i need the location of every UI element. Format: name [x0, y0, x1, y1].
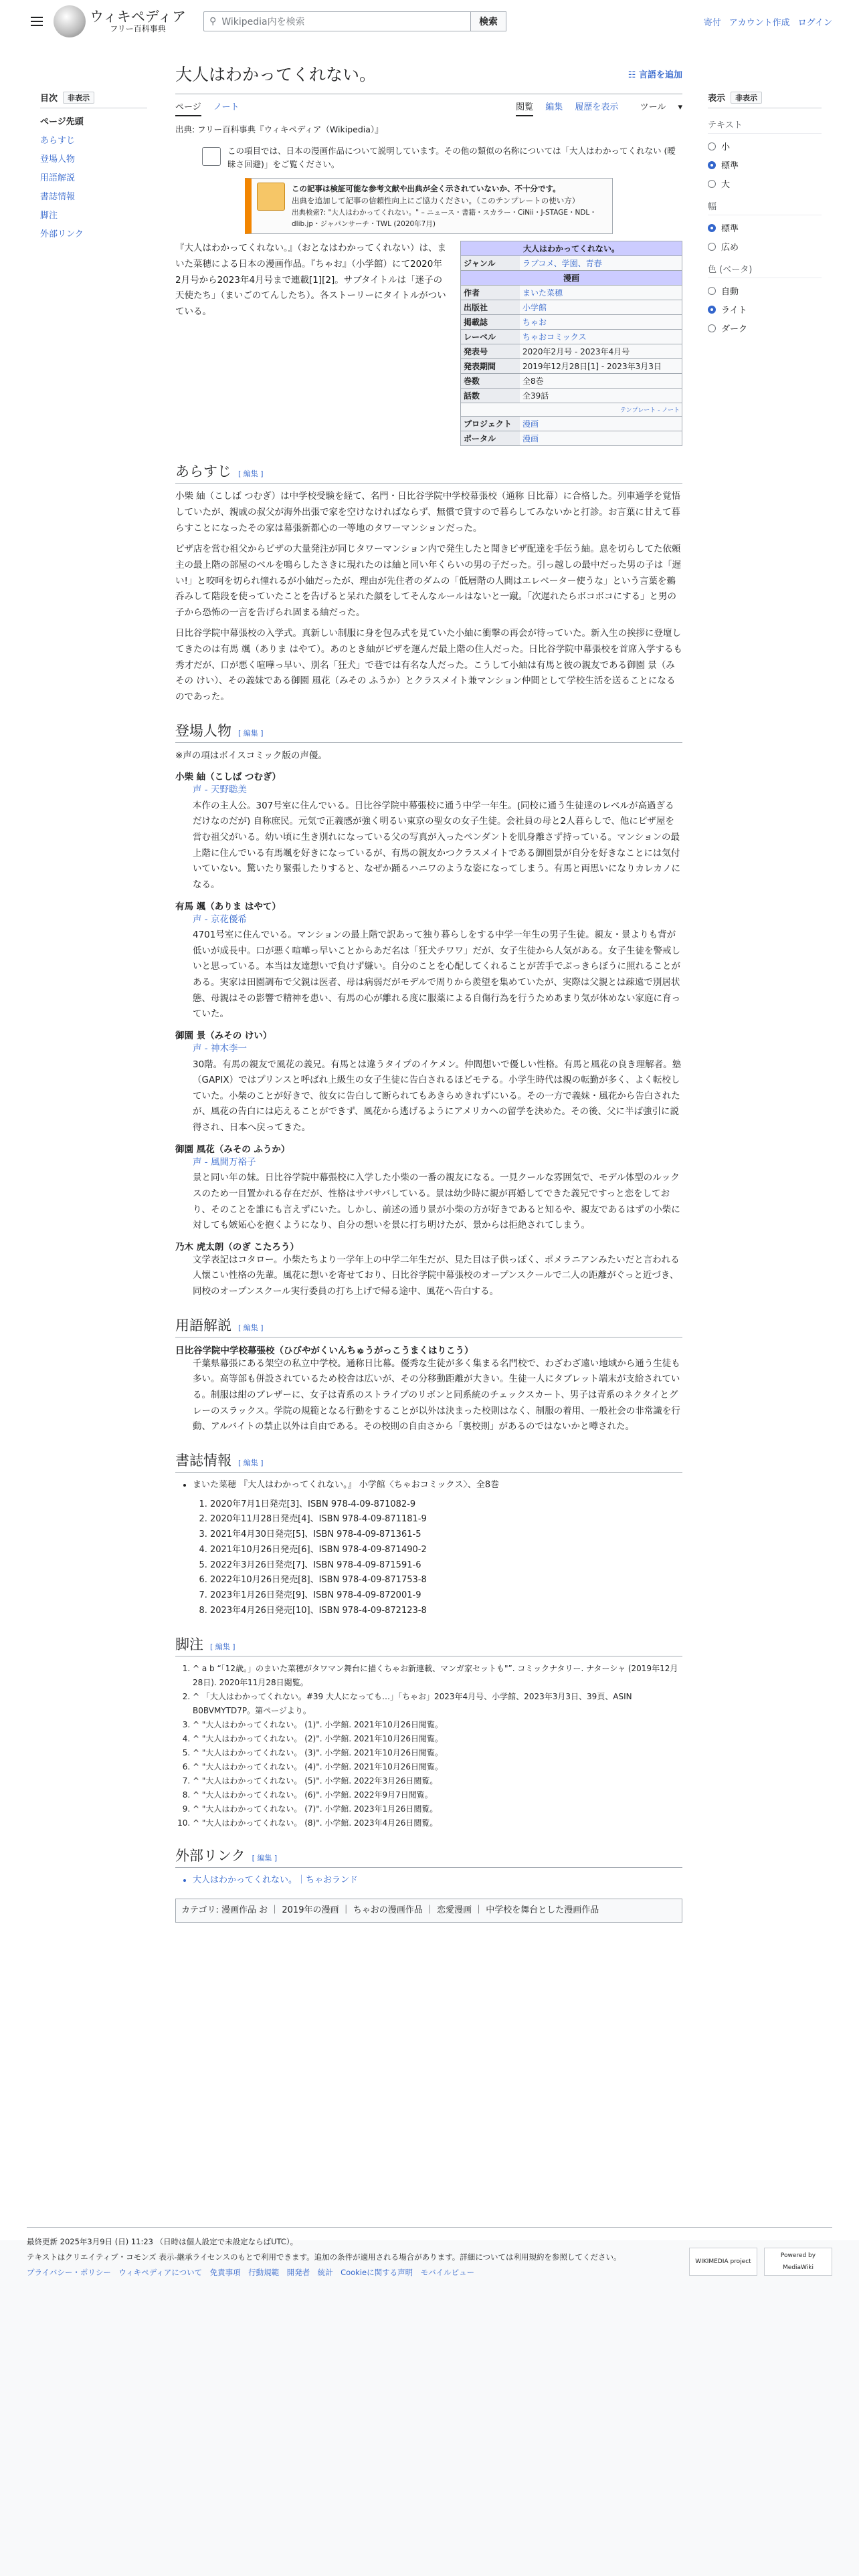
list-item: [193, 1478, 682, 1619]
toc-item-synopsis[interactable]: あらすじ: [40, 136, 76, 146]
bibliography-list: [175, 1478, 682, 1619]
infobox-row: [461, 431, 682, 446]
heading-text: 外部リンク: [175, 1847, 246, 1864]
lead-section: [175, 241, 682, 446]
text-size-standard[interactable]: [708, 158, 822, 171]
search-form: [203, 11, 506, 31]
list-item[interactable]: 2. 2020年11月28日発売[4]、ISBN 978-4-09-871181-9: [210, 1512, 682, 1527]
character-name: 御園 景（みその けい）: [175, 1030, 272, 1041]
title-text: 大人はわかってくれない。: [175, 65, 377, 84]
page-tabs: [175, 94, 682, 112]
edit-section-link[interactable]: [ 編集 ]: [238, 469, 264, 479]
category-box[interactable]: カテゴリ: 漫画作品 お ｜ 2019年の漫画 ｜ ちゃおの漫画作品 ｜ 恋愛漫画 ｜ 中学校を舞台とした漫画作品: [175, 1899, 682, 1923]
color-auto[interactable]: [708, 284, 822, 297]
header: [27, 0, 832, 43]
infobox-row: [461, 286, 682, 300]
option-label: 標準: [721, 161, 739, 171]
character-list: [175, 769, 682, 1300]
article: [175, 62, 682, 1923]
color-light[interactable]: [708, 303, 822, 316]
glossary-desc: 千葉県幕張にある架空の私立中学校。通称日比幕。優秀な生徒が多く集まる名門校で、わざわざ遠い地域から通う生徒も多い。高等部も併設されているため校舎は広いが、その分移動距離が大きい。生徒一人にタブレット端末が支給されている。制服は紺のブレザーに、女子は青系のストライプのリボンと同系統のチェックスカート、男子は青系のネクタイとグレーのスラックス。学院の規範となる行動をすることが以外は決まった校則はなく、制服の着用、一般社会の非常識を行動、アルバイトの禁止以外は自由である。その校則の自由さから「裏校則」があるのではないかと噂された。: [193, 1358, 680, 1432]
ambox-title: この記事は検証可能な参考文献や出典が全く示されていないか、不十分です。: [292, 184, 561, 193]
reference-item[interactable]: 1. ^ a b “「12歳。」のまいた菜穂がタワマン舞台に描くちゃお新連載、マンガ家セットも"”. コミックナタリー. ナターシャ (2019年12月28日). 2020年11月28日閲覧。: [193, 1662, 682, 1690]
radio-selected-icon: [708, 306, 716, 314]
hatnote: [202, 144, 682, 171]
radio-icon: [708, 287, 716, 295]
appearance-panel: [708, 91, 822, 334]
radio-selected-icon: [708, 161, 716, 169]
option-label: 広め: [721, 243, 739, 253]
list-item[interactable]: 3. 2021年4月30日発売[5]、ISBN 978-4-09-871361-5: [210, 1527, 682, 1543]
character-voice[interactable]: 声 - 神木李一: [193, 1043, 247, 1054]
tab-page[interactable]: ページ: [175, 102, 201, 116]
menu-icon[interactable]: [27, 11, 47, 31]
heading-text: 登場人物: [175, 722, 231, 739]
footer: [27, 2227, 832, 2280]
heading-text: 脚注: [175, 1636, 203, 1652]
character-name: 御園 風花（みその ふうか）: [175, 1144, 290, 1155]
infobox-value[interactable]: ちゃお: [520, 315, 682, 330]
list-item[interactable]: 5. 2022年3月26日発売[7]、ISBN 978-4-09-871591-6: [210, 1558, 682, 1574]
toc-item-characters[interactable]: 登場人物: [40, 154, 76, 165]
synopsis-paragraph: ピザ店を営む祖父からピザの大量発注が同じタワーマンション内で発生したと聞きピザ配達を手伝う紬。息を切らしてた依頼主の最上階の部屋のベルを鳴らしたさきに現れたのは紬と同い年くらいの男の子だった。引っ越しの最中だった男の子は「遅い!」と咬呵を切られ憧れるが小紬だったが、理由が先住者のダムの「低層階の人間はエレベーター使うな」という言葉を鵜呑みして階段を使っていたことを告げると呆れた顔をしてそんなルールはないと一蹴。「次遅れたらボコボコにする」と男の子から恐怖の一言を告げられ固まる紬だった。: [175, 544, 681, 618]
section-heading-notes: [175, 1634, 682, 1656]
infobox-key: プロジェクト: [461, 417, 520, 431]
ambox-notice: [245, 178, 613, 234]
create-account-link[interactable]: アカウント作成: [729, 17, 790, 28]
edit-section-link[interactable]: [ 編集 ]: [238, 728, 264, 738]
footer-links[interactable]: プライバシー・ポリシー ウィキペディアについて 免責事項 行動規範 開発者 統計 Cookieに関する声明 モバイルビュー: [27, 2268, 475, 2277]
infobox-row: [461, 359, 682, 374]
infobox-key: 出版社: [461, 300, 520, 315]
appearance-hide-button[interactable]: 非表示: [731, 92, 762, 104]
infobox-row: [461, 417, 682, 431]
character-desc: 4701号室に住んでいる。マンションの最上階で訳あって独り暮らしをする中学一年生の男子生徒。親友・景よりも背が低いが成長中。口が悪く喧嘩っ早いことからあだ名は「狂犬チワワ」だが、女子生徒から人気がある。女子生徒を警戒しいと思っている。本当は友達想いで負けず嫌い。自分のことを心配してくれることが苦手でぶっきらぼうに照れることがある。実家は田園調布で父親は医者、母は病弱だがモデルで周りから羨望を集めていたが、実際は父親とは疎遠で別居状態、母親はその影響で精神を患い、有馬の心が離れる度に服薬による自傷行為を行うためあまり気が休めない家庭に育っていた。: [193, 930, 680, 1020]
text-size-label: テキスト: [708, 118, 822, 134]
character-desc: 本作の主人公。307号室に住んでいる。日比谷学院中幕張校に通う中学一年生。(同校に通う生徒達のレベルが高過ぎるだけなのだが) 自称庶民。元気で正義感が強く明るい東京の聖女の女子生徒。会社員の母と2人暮らしで、他にピザ屋を営む祖父がいる。幼い頃に生き別れになっている父の写真が入ったペンダントを肌身離さず持っている。マンションの最上階に住んでいる有馬颯を好きになっているが、有馬の親友かつクラスメイトである御園景が自分を好きなことには気付いていない。驚いたり緊張したりすると、なぜか踊るハニワのような姿になってしまう。有馬と両思いになりカレカノになる。: [193, 800, 680, 890]
infobox-row: [461, 300, 682, 315]
character-voice[interactable]: 声 - 天野聡美: [193, 784, 247, 796]
list-item[interactable]: 6. 2022年10月26日発売[8]、ISBN 978-4-09-871753-8: [210, 1573, 682, 1588]
tools-label: ツール: [640, 102, 666, 112]
radio-icon: [708, 324, 716, 332]
voice-note: ※声の項はボイスコミック版の声優。: [175, 750, 327, 761]
infobox-key: 発表号: [461, 344, 520, 359]
mediawiki-badge[interactable]: Powered by MediaWiki: [764, 2248, 832, 2276]
infobox-value: 2019年12月28日[1] - 2023年3月3日: [520, 359, 682, 374]
character-name: 乃木 虎太朗（のぎ こたろう）: [175, 1241, 299, 1253]
infobox-key: 発表期間: [461, 359, 520, 374]
appearance-title: 表示: [708, 94, 726, 104]
infobox-key: 巻数: [461, 374, 520, 389]
site-sub: 出典: フリー百科事典『ウィキペディア（Wikipedia）』: [175, 124, 383, 134]
ambox-body: 出典を追加して記事の信頼性向上にご協力ください。（このテンプレートの使い方）: [292, 196, 580, 206]
infobox-row: [461, 330, 682, 344]
external-link[interactable]: • 大人はわかってくれない。｜ちゃおランド: [193, 1873, 682, 1889]
character-voice[interactable]: 声 - 風間万裕子: [193, 1156, 256, 1168]
toc-item-bibliography[interactable]: 書誌情報: [40, 192, 76, 202]
external-links: [175, 1873, 682, 1889]
site-logo[interactable]: [54, 5, 186, 37]
infobox-value[interactable]: まいた菜穂: [520, 286, 682, 300]
tagline: フリー百科事典: [110, 23, 166, 33]
toc-item-top[interactable]: ページ先頭: [40, 117, 84, 127]
option-label: ライト: [721, 306, 747, 316]
infobox-row: [461, 389, 682, 403]
tab-edit[interactable]: 編集: [545, 102, 563, 112]
wikimedia-badge[interactable]: WIKIMEDIA project: [689, 2248, 757, 2276]
infobox-title: 大人はわかってくれない。: [461, 241, 682, 255]
volume-list: [193, 1497, 682, 1619]
infobox-value[interactable]: 漫画: [520, 431, 682, 446]
character-desc: 景と同い年の妹。日比谷学院中幕張校に入学した小柴の一番の親友になる。一見クールな雰囲気で、モデル体型のルックスのため一目置かれる存在だが、性格はサバサバしている。景は幼少時に親が再婚してできた義兄ですっと恋をしており、そのことを誰にも言えずにいた。しかし、前述の通り景が小柴の方が好きであると知るや、親友であるはずの小柴に対しても嫉妬心を抱くようになり、自分の想いを景に打ち明けたが、景からは拒絶されてしまう。: [193, 1172, 680, 1231]
donate-link[interactable]: 寄付: [703, 17, 721, 28]
color-label: 色 (ベータ): [708, 262, 822, 278]
reference-list: [175, 1662, 682, 1830]
series-entry: まいた菜穂 『大人はわかってくれない。』 小学館〈ちゃおコミックス〉、全8巻: [193, 1479, 500, 1490]
radio-icon: [708, 142, 716, 150]
infobox-key: 掲載誌: [461, 315, 520, 330]
reference-item[interactable]: 2. ^ 「大人はわかってくれない。#39 大人になっても…」「ちゃお」2023年4月号、小学館、2023年3月3日、39頁、ASIN B0BVMYTD7P。第ページより。: [193, 1690, 682, 1718]
edit-section-link[interactable]: [ 編集 ]: [238, 1458, 264, 1467]
last-modified: 最終更新 2025年3月9日 (日) 11:23 （日時は個人設定で未設定ならばUTC）。: [27, 2237, 298, 2246]
infobox-key: レーベル: [461, 330, 520, 344]
reference-item[interactable]: 10. ^ "大人はわかってくれない。 (8)". 小学館. 2023年4月26日閲覧。: [193, 1816, 682, 1830]
tab-history[interactable]: 履歴を表示: [575, 102, 619, 112]
infobox-row: [461, 374, 682, 389]
character-voice[interactable]: 声 - 京花優希: [193, 914, 247, 925]
infobox-key: 作者: [461, 286, 520, 300]
toc-item-glossary[interactable]: 用語解説: [40, 173, 76, 183]
glossary-term: 日比谷学院中学校幕張校（ひびやがくいんちゅうがっこうまくはりこう）: [175, 1345, 474, 1356]
infobox: [460, 241, 682, 446]
option-label: 標準: [721, 224, 739, 234]
text-size-large[interactable]: [708, 177, 822, 190]
infobox-key: 話数: [461, 389, 520, 403]
search-placeholder: Wikipedia内を検索: [221, 17, 305, 27]
reference-item[interactable]: 4. ^ "大人はわかってくれない。 (2)". 小学館. 2021年10月26日閲覧。: [193, 1732, 682, 1746]
reference-item[interactable]: 3. ^ "大人はわかってくれない。 (1)". 小学館. 2021年10月26日閲覧。: [193, 1718, 682, 1732]
reference-item[interactable]: 5. ^ "大人はわかってくれない。 (3)". 小学館. 2021年10月26日閲覧。: [193, 1746, 682, 1760]
heading-text: 用語解説: [175, 1317, 231, 1333]
infobox-row: [461, 256, 682, 271]
ambox-search[interactable]: 出典検索?: "大人はわかってくれない。" – ニュース・書籍・スカラー・CiNii・J-STAGE・NDL・dlib.jp・ジャパンサーチ・TWL (2020年7月): [292, 208, 597, 228]
synopsis-paragraph: 小柴 紬（こしば つむぎ）は中学校受験を経て、名門・日比谷学院中学校幕張校（通称 日比幕）に合格した。列車通学を覚悟していたが、親戚の叔父が海外出張で家を空けなければならず、無償で貸すので暮らしてみないかと打診。お言葉に甘えて暮らすことになったその家は幕張新都心の一等地のタワーマンションだった。: [175, 491, 681, 534]
infobox-key: ジャンル: [461, 256, 520, 271]
character-desc: 文学表記はコタロー。小柴たちより一学年上の中学二年生だが、見た目は子供っぽく、ポメラニアンみたいだと言われる人懐こい性格の先輩。風花に想いを寄せており、日比谷学院中幕張校のオープンスクールで二人の距離がぐっと近づき、同校のオープンスクール実行委員の打ち上げで帰る途中、風花へ告白する。: [193, 1254, 680, 1297]
option-label: 大: [721, 180, 731, 190]
character-name: 小柴 紬（こしば つむぎ）: [175, 772, 281, 783]
infobox-value: 全39話: [520, 389, 682, 403]
synopsis-paragraph: 日比谷学院中幕張校の入学式。真新しい制服に身を包み式を見ていた小紬に衝撃の再会が待っていた。新入生の挨拶に登壇してきたのは有馬 颯（ありま はやて）。あのとき紬がピザを運んだ最上階の住人だった。日比谷学院中幕張校を首席入学するも秀才だが、口が悪く喧嘩っ早い、別名「狂犬」で巷では有名な人だった。こうして小紬は有馬と彼の親友である御園 景（みその けい）、その義妹である御園 風花（みその ふうか）とクラスメイト兼マンション仲間として学校生活を送ることになるのであった。: [175, 628, 682, 702]
infobox-value: 2020年2月号 - 2023年4月号: [520, 344, 682, 359]
infobox-section: 漫画: [461, 271, 682, 286]
book-icon: [257, 183, 285, 211]
edit-section-link[interactable]: [ 編集 ]: [238, 1323, 264, 1332]
section-heading-synopsis: [175, 461, 682, 484]
add-languages-label: 言語を追加: [638, 70, 682, 80]
license-text: テキストはクリエイティブ・コモンズ 表示-継承ライセンスのもとで利用できます。追加の条件が適用される場合があります。詳細については利用規約を参照してください。: [27, 2252, 622, 2262]
list-item[interactable]: 8. 2023年4月26日発売[10]、ISBN 978-4-09-872123-8: [210, 1604, 682, 1619]
footer-badges: [689, 2248, 832, 2276]
section-heading-external: [175, 1845, 682, 1868]
list-item[interactable]: 7. 2023年1月26日発売[9]、ISBN 978-4-09-872001-9: [210, 1588, 682, 1604]
edit-section-link[interactable]: [ 編集 ]: [210, 1642, 235, 1651]
radio-icon: [708, 180, 716, 188]
heading-text: 書誌情報: [175, 1452, 231, 1469]
infobox-row: [461, 344, 682, 359]
character-name: 有馬 颯（ありま はやて）: [175, 901, 281, 912]
lead-paragraph: 『大人はわかってくれない。』（おとなはわかってくれない）は、まいた菜穂による日本の漫画作品。『ちゃお』（小学館）にて2020年2月号から2023年4月号まで連載[1][2]。サブタイトルは「迷子の天使たち」（まいごのてんしたち）。各ストーリーにタイトルがついている。: [175, 243, 446, 317]
toc-item-external[interactable]: 外部リンク: [40, 229, 84, 239]
character-desc: 30階。有馬の親友で風花の義兄。有馬とは違うタイプのイケメン。仲間想いで優しい性格。有馬と風花の良き理解者。塾（GAPIX）ではプリンスと呼ばれ上級生の女子生徒に告白されるほどモテる。小学生時代は親の転勤が多く、よく転校していた。小柴のことが好きで、彼女に告白して断られてもあきらめきれずにいる。その一方で義妹・風花から告白されたが、風花の告白には応えることができず、風花から逃げるようにアメリカへの留学を決めた。その後、父に半ば強引に説得され、日本へ戻ってきた。: [193, 1059, 682, 1133]
color-dark[interactable]: [708, 322, 822, 334]
search-icon: ⚲: [209, 16, 217, 27]
width-label: 幅: [708, 199, 822, 215]
tab-read[interactable]: 閲覧: [516, 102, 533, 116]
reference-item[interactable]: 6. ^ "大人はわかってくれない。 (4)". 小学館. 2021年10月26日閲覧。: [193, 1760, 682, 1774]
section-heading-bibliography: [175, 1450, 682, 1473]
wordmark: ウィキペディア: [90, 8, 187, 25]
tab-talk[interactable]: ノート: [213, 102, 240, 112]
edit-section-link[interactable]: [ 編集 ]: [252, 1853, 278, 1862]
chevron-down-icon: ▾: [678, 102, 682, 112]
table-of-contents: [40, 91, 147, 239]
infobox-template-links[interactable]: テンプレート - ノート: [461, 403, 682, 416]
hatnote-text: この項目では、日本の漫画作品について説明しています。その他の類似の名称については「大人はわかってくれない (曖昧さ回避)」をご覧ください。: [227, 146, 676, 169]
width-wide[interactable]: [708, 240, 822, 253]
infobox-value[interactable]: ちゃおコミックス: [520, 330, 682, 344]
list-item[interactable]: 1. 2020年7月1日発売[3]、ISBN 978-4-09-871082-9: [210, 1497, 682, 1513]
add-languages-button[interactable]: ☷ 言語を追加: [628, 70, 682, 80]
infobox-value[interactable]: ラブコメ、学園、青春: [520, 256, 682, 271]
reference-item[interactable]: 9. ^ "大人はわかってくれない。 (7)". 小学館. 2023年1月26日閲覧。: [193, 1802, 682, 1816]
page-title: [175, 62, 682, 90]
search-button[interactable]: 検索: [471, 11, 506, 31]
list-item[interactable]: 4. 2021年10月26日発売[6]、ISBN 978-4-09-871490-2: [210, 1543, 682, 1558]
heading-text: あらすじ: [175, 463, 231, 480]
personal-links: [704, 15, 832, 28]
reference-item[interactable]: 7. ^ "大人はわかってくれない。 (5)". 小学館. 2022年3月26日閲覧。: [193, 1774, 682, 1788]
section-heading-glossary: [175, 1315, 682, 1337]
search-input[interactable]: [203, 11, 471, 31]
radio-selected-icon: [708, 224, 716, 232]
toc-item-notes[interactable]: 脚注: [40, 211, 58, 221]
option-label: 自動: [721, 287, 739, 297]
infobox-row: [461, 315, 682, 330]
radio-icon: [708, 243, 716, 251]
toc-title: 目次: [40, 94, 58, 104]
infobox-value: 全8巻: [520, 374, 682, 389]
globe-icon: [54, 5, 86, 37]
option-label: 小: [721, 142, 731, 152]
tools-menu[interactable]: [631, 102, 682, 112]
option-label: ダーク: [721, 324, 748, 334]
disambiguation-icon: [202, 147, 221, 166]
infobox-key: ポータル: [461, 431, 520, 446]
login-link[interactable]: ログイン: [797, 17, 832, 28]
reference-item[interactable]: 8. ^ "大人はわかってくれない。 (6)". 小学館. 2022年9月7日閲覧。: [193, 1788, 682, 1802]
width-standard[interactable]: [708, 221, 822, 234]
infobox-value[interactable]: 小学館: [520, 300, 682, 315]
infobox-value[interactable]: 漫画: [520, 417, 682, 431]
toc-hide-button[interactable]: 非表示: [63, 92, 94, 104]
section-heading-characters: [175, 720, 682, 743]
text-size-small[interactable]: [708, 140, 822, 152]
